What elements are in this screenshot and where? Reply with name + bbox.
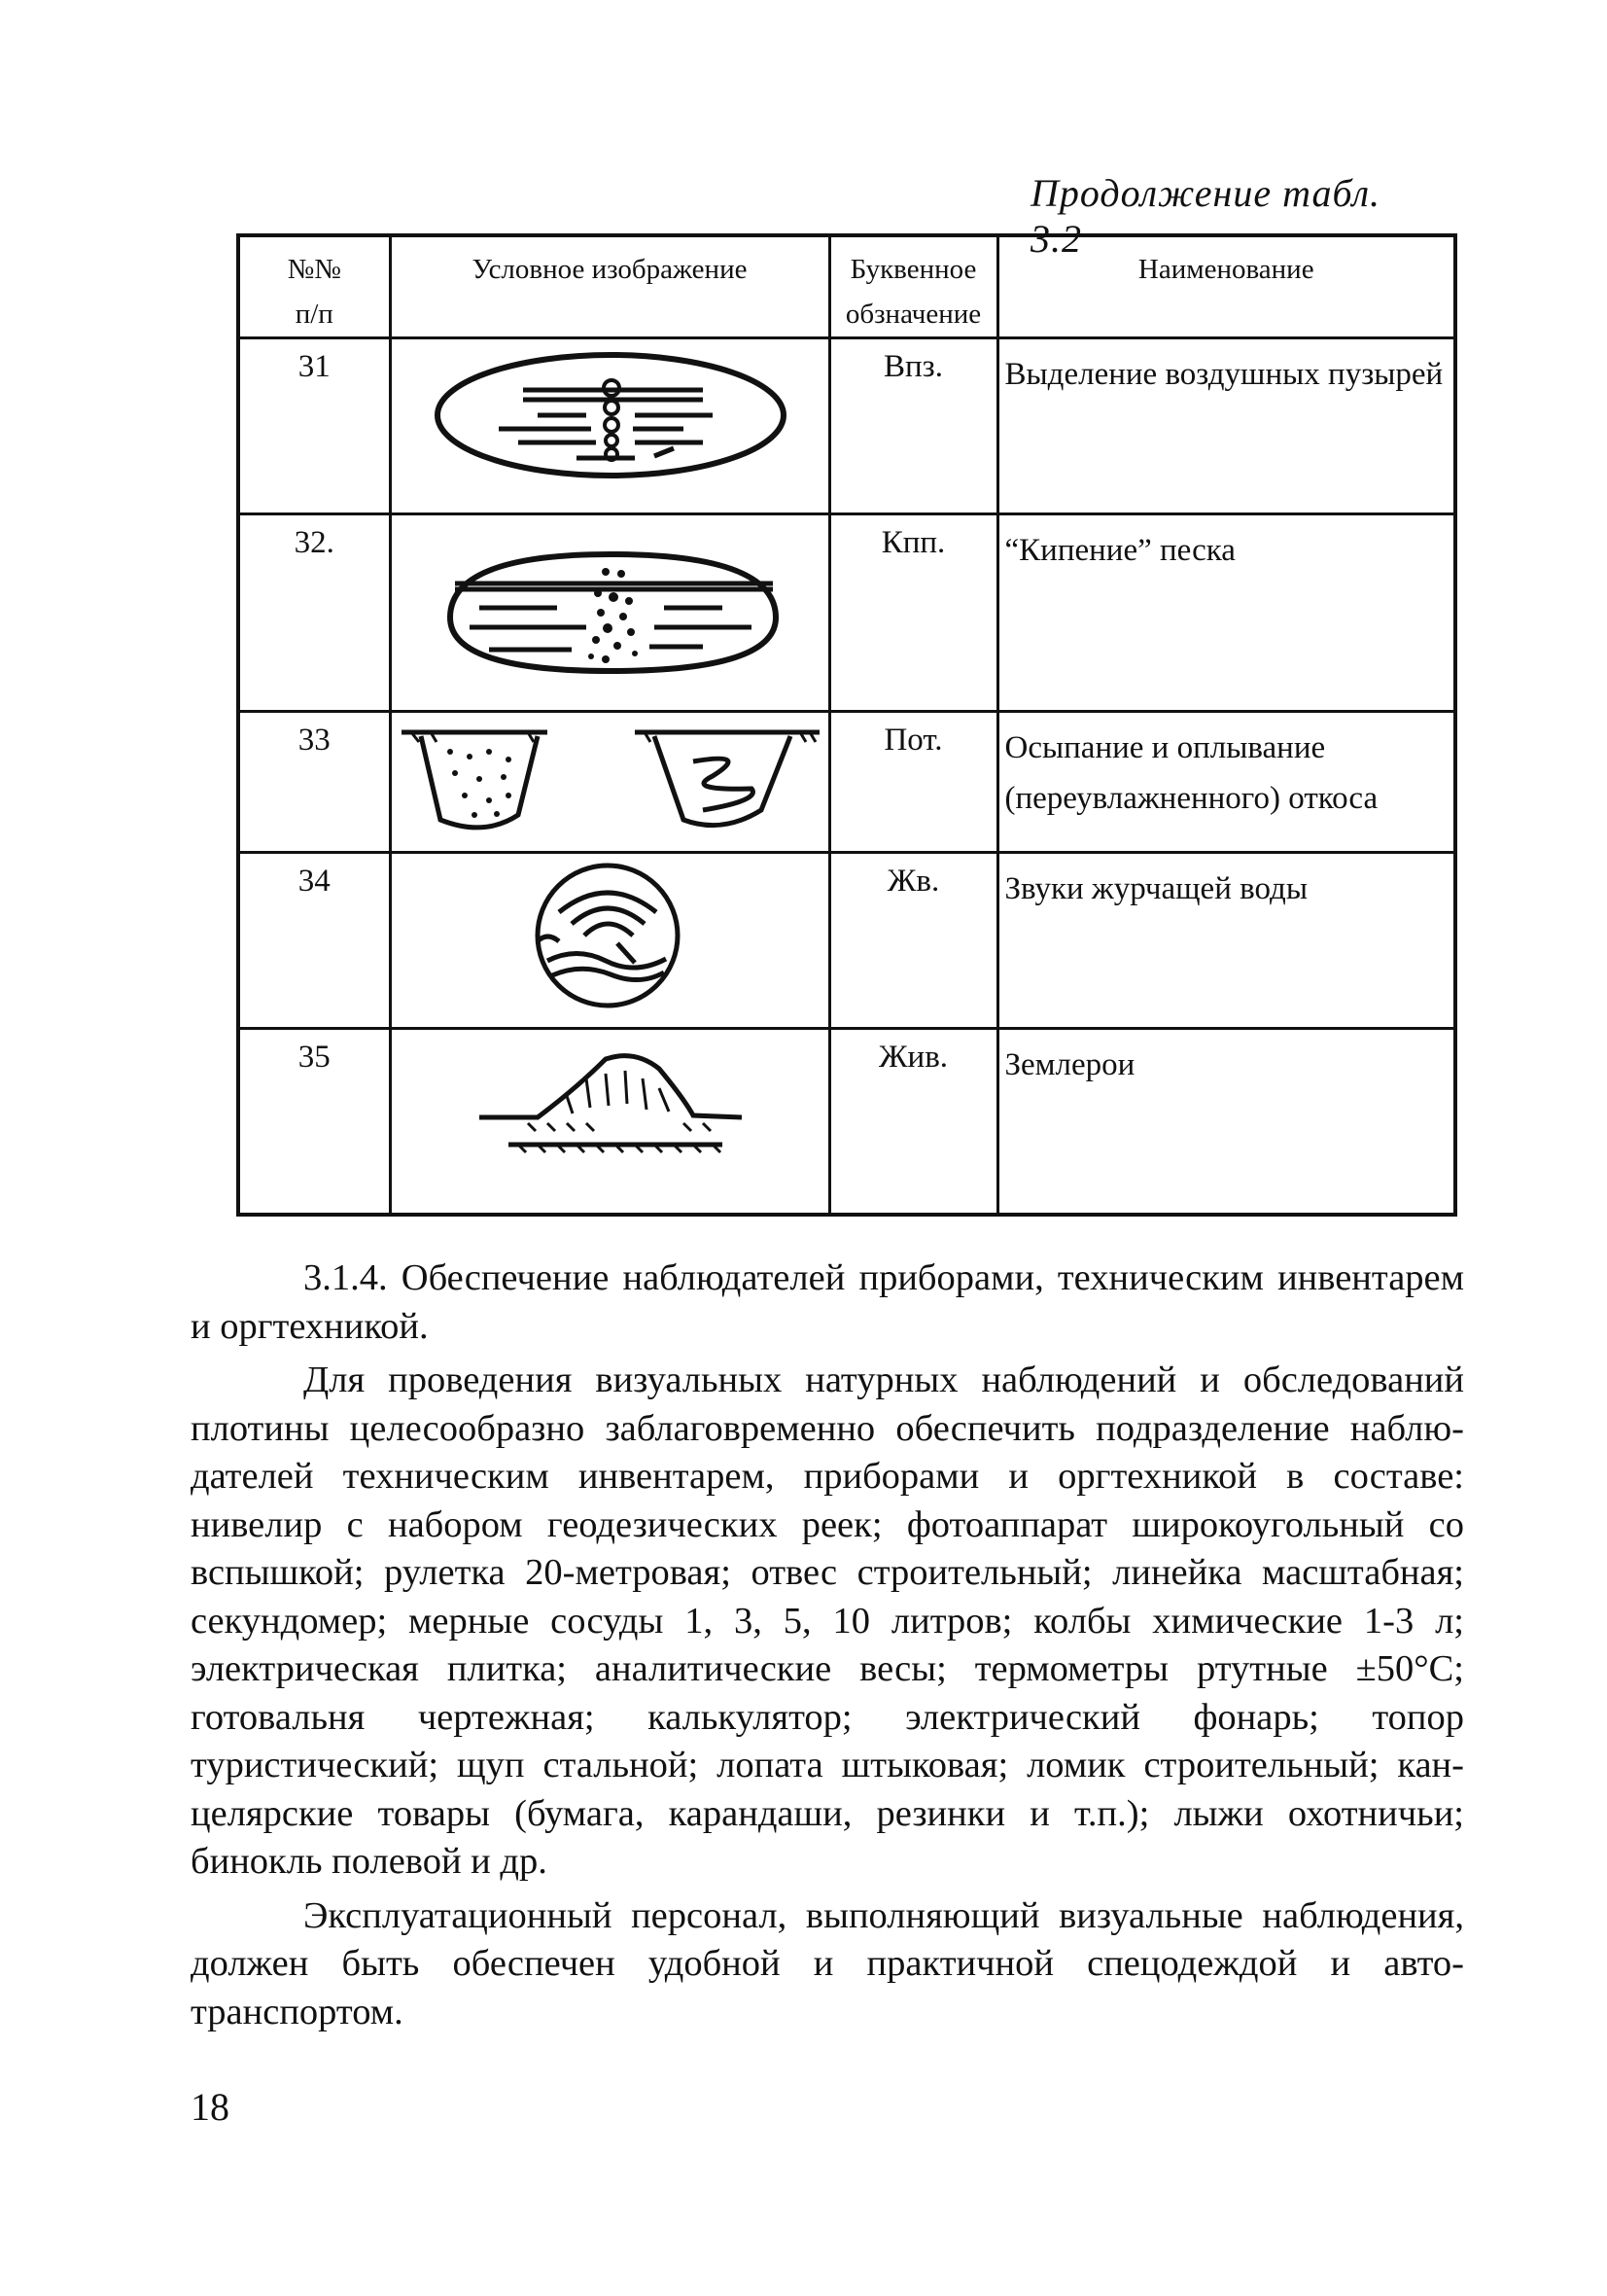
header-num	[238, 235, 390, 338]
row-code: Жив.	[829, 1029, 997, 1216]
header-image: Условное изображение	[390, 235, 829, 338]
row-name: Осыпание и оплывание (переувлажненного) откоса	[997, 712, 1455, 853]
row-code: Впз.	[829, 338, 997, 514]
body-text	[191, 1254, 1464, 2042]
row-number: 31	[238, 338, 390, 514]
slope-collapse-icon	[392, 713, 831, 841]
row-symbol	[390, 853, 829, 1029]
row-symbol	[390, 514, 829, 712]
header-code-line2: обзначение	[845, 299, 982, 330]
sand-boiling-icon	[392, 515, 831, 700]
table-row	[238, 338, 1455, 514]
table-row	[238, 853, 1455, 1029]
table-row	[238, 1029, 1455, 1216]
row-number: 34	[238, 853, 390, 1029]
row-symbol	[390, 712, 829, 853]
row-name: Выделение воздушных пузырей	[997, 338, 1455, 514]
row-name: “Кипение” песка	[997, 514, 1455, 712]
air-bubbles-icon	[392, 339, 831, 503]
table-row	[238, 712, 1455, 853]
row-symbol	[390, 1029, 829, 1216]
header-code	[829, 235, 997, 338]
paragraph-personnel: Эксплуатационный персонал, выполняющий визуальные наблюдения, должен быть обеспечен удобной и практичной спецодеждой и автотранспортом.	[191, 1894, 1464, 2032]
header-name: Наименование	[997, 235, 1455, 338]
paragraph-equipment: Для проведения визуальных натурных наблюдений и обследований плотины целесообразно заблаговременно обеспечить подразделение наблюдателей техническим инвентарем, приборами и оргтехникой в составе: нивелир с набором геодезических реек; фотоаппарат широкоугольный со вспышкой; рулетка 20-метровая; отвес строительный; линейка масштабная; секундомер; мерные сосуды 1, 3, 5, 10 литров; колбы химические 1-3 л; электрическая плитка; аналитические весы; термометры ртутные ±50°С; готовальня чертежная; калькулятор; электрический фонарь; топор туристический; щуп стальной; лопата штыковая; ломик строительный; канцелярские товары (бумага, карандаши, резинки и т.п.); лыжи охотничьи; бинокль полевой и др.	[191, 1360, 1464, 1882]
table-header-row	[238, 235, 1455, 338]
gurgling-water-icon	[392, 854, 831, 1017]
row-code: Кпп.	[829, 514, 997, 712]
row-number: 33	[238, 712, 390, 853]
row-code: Жв.	[829, 853, 997, 1029]
row-symbol	[390, 338, 829, 514]
table-caption: Продолжение табл. 3.2	[1031, 171, 1381, 261]
row-number: 35	[238, 1029, 390, 1216]
row-name: Землерои	[997, 1029, 1455, 1216]
row-code: Пот.	[829, 712, 997, 853]
header-num-line1: №№	[287, 254, 341, 285]
header-code-line1: Буквенное	[850, 254, 977, 285]
page-number: 18	[191, 2085, 229, 2129]
symbols-table	[236, 233, 1457, 1217]
table-row	[238, 514, 1455, 712]
row-name: Звуки журчащей воды	[997, 853, 1455, 1029]
row-number: 32.	[238, 514, 390, 712]
header-num-line2: п/п	[295, 299, 333, 330]
paragraph-heading: 3.1.4. Обеспечение наблюдателей приборами, техническим инвентарем и оргтехникой.	[191, 1257, 1464, 1347]
burrowing-animals-icon	[392, 1030, 831, 1203]
